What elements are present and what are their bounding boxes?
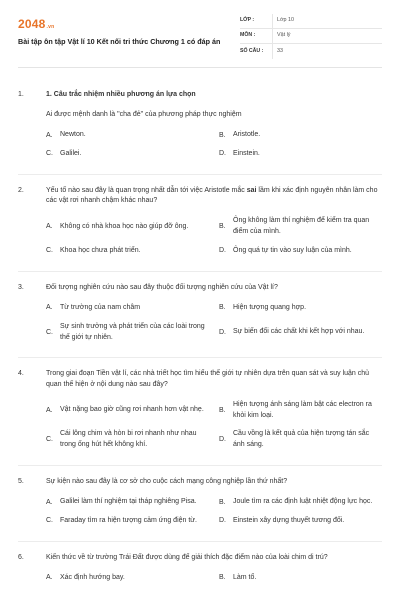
option-text: Làm tổ. [233, 574, 257, 582]
question-number: 4. [18, 370, 24, 378]
option-c[interactable] [46, 246, 209, 257]
question-item [18, 477, 382, 527]
question-list [18, 90, 382, 584]
meta-value: 33 [272, 44, 283, 59]
option-text: Từ trường của nam châm [60, 303, 141, 311]
logo-tld: .vn [46, 24, 55, 30]
option-letter: D. [219, 150, 226, 158]
option-a[interactable] [46, 216, 209, 238]
option-c[interactable] [46, 516, 209, 527]
meta-row-subject [240, 29, 382, 44]
option-d[interactable] [219, 149, 382, 160]
option-text: Cái lông chim và hòn bi rơi nhanh như nhau trong ống hút hết không khí. [60, 430, 197, 449]
meta-label: SỐ CÂU : [240, 47, 264, 54]
option-text: Einstein. [233, 150, 260, 158]
option-letter: A. [46, 574, 53, 582]
option-text: Cầu vồng là kết quả của hiện tượng tán sắc ánh sáng. [233, 430, 370, 449]
question-divider [18, 541, 382, 542]
question-text: Sự kiện nào sau đây là cơ sở cho cuộc cách mạng công nghiệp lần thứ nhất? [46, 478, 288, 486]
options-grid [46, 497, 382, 527]
option-b[interactable] [219, 400, 382, 422]
option-d[interactable] [219, 322, 382, 344]
option-letter: C. [46, 436, 53, 444]
option-letter: C. [46, 247, 53, 255]
question-text [46, 186, 382, 206]
option-letter: B. [219, 304, 226, 312]
option-text: Vật nặng bao giờ cũng rơi nhanh hơn vật nhẹ. [60, 406, 204, 414]
option-text: Khoa học chưa phát triển. [60, 246, 141, 254]
question-text: Trong giai đoạn Tiền vật lí, các nhà triết học tìm hiểu thế giới tự nhiên dựa trên quan sát và suy luận chủ quan thế hiện ở nội dung nào sau đây? [46, 370, 370, 388]
option-d[interactable] [219, 429, 382, 451]
option-letter: C. [46, 150, 53, 158]
option-letter: D. [219, 247, 226, 255]
meta-label: LỚP : [240, 17, 255, 24]
document-title: Bài tập ôn tập Vật lí 10 Kết nối tri thức Chương 1 có đáp án [18, 37, 221, 47]
option-text: Xác định hướng bay. [60, 574, 125, 582]
logo-main: 2048 [18, 17, 46, 31]
question-number: 6. [18, 553, 24, 561]
question-text: Đối tượng nghiên cứu nào sau đây thuộc đối tượng nghiên cứu của Vật lí? [46, 283, 278, 291]
option-letter: A. [46, 223, 53, 231]
options-grid [46, 303, 382, 344]
option-letter: A. [46, 498, 53, 506]
option-c[interactable] [46, 429, 209, 451]
site-logo[interactable] [18, 16, 220, 33]
option-b[interactable] [219, 497, 382, 508]
option-text: Hiện tượng quang hợp. [233, 303, 307, 311]
meta-value: Lớp 10 [272, 14, 294, 28]
worksheet-header [18, 10, 382, 68]
question-item [18, 90, 382, 160]
options-grid [46, 216, 382, 257]
option-letter: D. [219, 436, 226, 444]
question-number: 5. [18, 478, 24, 486]
option-text: Không có nhà khoa học nào giúp đỡ ông. [60, 222, 189, 230]
option-text: Sự biến đổi các chất khi kết hợp với nhau. [233, 328, 365, 336]
question-item [18, 553, 382, 584]
option-c[interactable] [46, 322, 209, 344]
question-text-part: Yếu tố nào sau đây là quan trọng nhất dẫn tới việc Aristotle mắc [46, 186, 247, 194]
question-divider [18, 465, 382, 466]
option-text: Sự sinh trưởng và phát triển của các loài trong thế giới tự nhiên. [60, 322, 205, 341]
question-number: 2. [18, 186, 24, 194]
option-b[interactable] [219, 573, 382, 584]
option-text: Newton. [60, 131, 86, 139]
question-divider [18, 357, 382, 358]
option-text: Joule tìm ra các định luật nhiệt động lực học. [233, 498, 373, 506]
question-text-part: lầm khi xác định nguyên nhân làm cho các vật rơi nhanh chậm khác nhau? [46, 186, 378, 205]
question-item [18, 283, 382, 344]
question-heading: 1. Câu trắc nhiệm nhiều phương án lựa chọn [46, 91, 196, 98]
option-d[interactable] [219, 246, 382, 257]
meta-row-grade [240, 14, 382, 29]
option-a[interactable] [46, 497, 209, 508]
option-letter: B. [219, 406, 226, 414]
option-letter: B. [219, 131, 226, 139]
question-number: 3. [18, 283, 24, 291]
option-letter: A. [46, 131, 53, 139]
question-text: Kiến thức về từ trường Trái Đất được dùng để giải thích đặc điểm nào của loài chim di trú? [46, 553, 328, 561]
question-item [18, 186, 382, 257]
option-text: Ông quá tự tin vào suy luận của mình. [233, 246, 352, 254]
question-divider [18, 271, 382, 272]
option-text: Aristotle. [233, 131, 261, 139]
option-letter: A. [46, 406, 53, 414]
option-text: Galilei làm thí nghiệm tại tháp nghiêng Pisa. [60, 498, 197, 506]
option-c[interactable] [46, 149, 209, 160]
option-a[interactable] [46, 130, 209, 141]
meta-row-count [240, 44, 382, 59]
option-text: Einstein xây dựng thuyết tương đối. [233, 517, 345, 525]
option-text: Hiện tượng ánh sáng làm bật các electron ra khỏi kim loại. [233, 400, 372, 419]
option-b[interactable] [219, 216, 382, 238]
question-divider [18, 174, 382, 175]
question-emphasis: sai [246, 186, 257, 194]
option-text: Ông không làm thí nghiệm để kiểm tra quan điểm của mình. [233, 217, 370, 236]
options-grid [46, 573, 382, 584]
question-text: Ai được mệnh danh là "cha đẻ" của phương pháp thực nghiệm [46, 111, 242, 119]
option-b[interactable] [219, 130, 382, 141]
meta-table [240, 10, 382, 67]
question-item [18, 369, 382, 451]
meta-label: MÔN : [240, 32, 256, 39]
option-text: Galilei. [60, 150, 82, 158]
option-b[interactable] [219, 303, 382, 314]
options-grid [46, 400, 382, 451]
option-letter: C. [46, 517, 53, 525]
option-letter: B. [219, 223, 226, 231]
options-grid [46, 130, 382, 160]
meta-value: Vật lý [272, 29, 290, 43]
option-letter: B. [219, 574, 226, 582]
option-letter: D. [219, 328, 226, 336]
option-letter: C. [46, 328, 53, 336]
option-letter: A. [46, 304, 53, 312]
option-a[interactable] [46, 573, 209, 584]
option-a[interactable] [46, 303, 209, 314]
option-a[interactable] [46, 400, 209, 422]
option-text: Faraday tìm ra hiện tượng cảm ứng điện từ. [60, 517, 197, 525]
brand-block [18, 10, 220, 67]
question-number: 1. [18, 91, 24, 98]
option-letter: D. [219, 517, 226, 525]
option-d[interactable] [219, 516, 382, 527]
option-letter: B. [219, 498, 226, 506]
